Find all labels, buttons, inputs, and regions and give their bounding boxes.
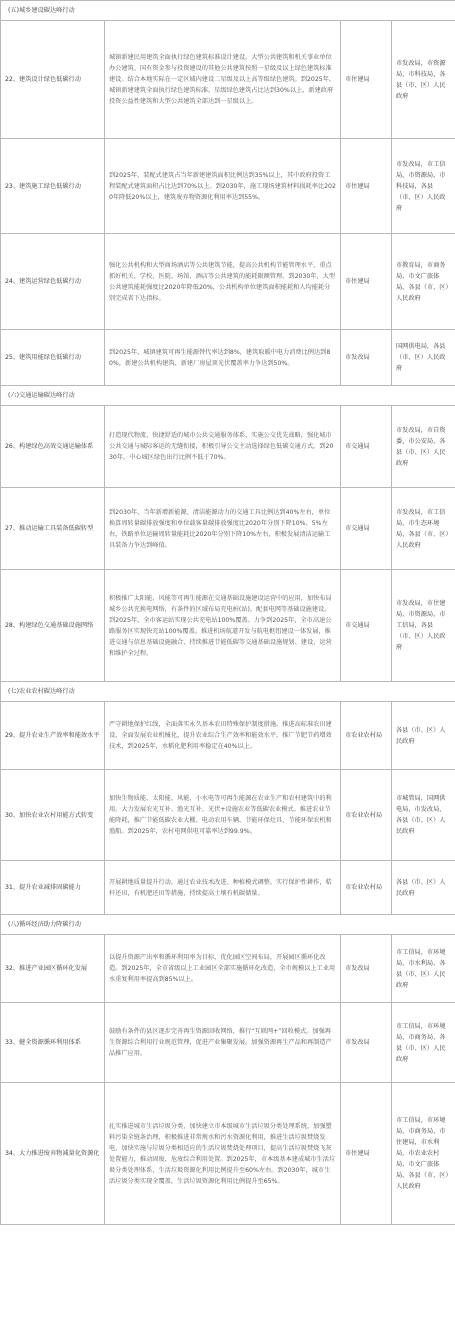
participating-units: 市发改局，市自资委，市公安局，各县（市、区）人民政府 bbox=[392, 406, 455, 488]
table-row bbox=[1, 139, 455, 234]
participating-units: 市发改局，市工信局，市资源局，市科技局，各县（市、区）人民政府 bbox=[392, 139, 455, 234]
task-content: 强化公共机构和大型商场酒店等公共建筑节能，提高公共机构节能管理水平，重点抓好机关、学校、医院、场馆、酒店等公共建筑的能耗限额管理。到2030年，大型公共建筑能耗强度比2020年降低20%，公共机构单位建筑面积能耗和人均能耗分别完成省下达指标。 bbox=[105, 234, 341, 330]
participating-units: 各县（市、区）人民政府 bbox=[392, 702, 455, 770]
table-row bbox=[1, 702, 455, 770]
participating-units: 市发改局，市资源局，市科技局，各县（市、区）人民政府 bbox=[392, 21, 455, 139]
lead-unit: 市交通局 bbox=[341, 406, 392, 488]
task-content: 到2025年，装配式建筑占当年新建建筑面积比例达到35%以上，其中政府投资工程装配式建筑面积占比达到70%以上。到2030年，施工现场建筑材料损耗率比2020年降低20%以上，建筑废弃物资源化利用率达到55%。 bbox=[105, 139, 341, 234]
participating-units: 市工信局，市环境局，市商务局，各县（市、区）人民政府 bbox=[392, 1003, 455, 1083]
task-name: 34、大力推进废弃物减量化资源化 bbox=[1, 1083, 105, 1225]
lead-unit: 市农业农村局 bbox=[341, 702, 392, 770]
section-title: (七)农业农村碳达峰行动 bbox=[1, 682, 455, 702]
task-content: 扎实推进城市生活垃圾分类，加快建立市本级城市生活垃圾分类处理系统，加强塑料污染全链条治理，积极推进非常规水和污水资源化利用，推进生活垃圾焚烧发电，加快实施与垃圾分类相适应的生活垃圾焚烧处理项目，提高生活垃圾焚烧飞灰处置能力，推动固废、危废综合利用处置。到2025年，市本级基本建成城市生活垃圾分类处理体系，生活垃圾资源化利用比例提升至60%左右。到2030年，城市生活垃圾分类实现全覆盖，生活垃圾资源化利用比例提升至65%。 bbox=[105, 1083, 341, 1225]
table-row bbox=[1, 1003, 455, 1083]
task-name: 33、健全资源循环利用体系 bbox=[1, 1003, 105, 1083]
task-name: 25、建筑用能绿色低碳行动 bbox=[1, 330, 105, 386]
task-name: 23、建筑施工绿色低碳行动 bbox=[1, 139, 105, 234]
lead-unit: 市发改局 bbox=[341, 1003, 392, 1083]
section-title: (五)城乡建设碳达峰行动 bbox=[1, 1, 455, 21]
lead-unit: 市住建局 bbox=[341, 139, 392, 234]
table-row bbox=[1, 1083, 455, 1225]
lead-unit: 市住建局 bbox=[341, 234, 392, 330]
task-name: 22、建筑设计绿色低碳行动 bbox=[1, 21, 105, 139]
task-content: 严守耕地保护红线，全面落实永久基本农田特殊保护制度措施。推进高标准农田建设，全面发展农业机械化，提升农业综合生产效率和能效水平，推广节肥节药增效技术，到2025年，水稻化肥利用率稳定在40%以上。 bbox=[105, 702, 341, 770]
section-header bbox=[1, 1, 455, 21]
table-row bbox=[1, 935, 455, 1003]
task-name: 26、构建绿色高效交通运输体系 bbox=[1, 406, 105, 488]
task-content: 积极推广太阳能、风能等可再生能源在交通基础设施建设运营中的应用，加快布局城乡公共充换电网络，有条件的区域布局充电桩(站)，配套电网等基础设施建设。到2025年，全市客运站实现公共充电站100%覆盖。力争到2025年，全市高速公路服务区实现快充站100%覆盖。推进机场航道开发与航电枢纽建设一体发展，推进交通与信息基础设施融合，持续推进节能低碳等交通基础设施规划、建设、运营和维护全过程。 bbox=[105, 570, 341, 682]
lead-unit: 市农业农村局 bbox=[341, 861, 392, 915]
task-name: 30、加快农业农村用能方式转变 bbox=[1, 770, 105, 861]
task-name: 29、提升农业生产效率和能效水平 bbox=[1, 702, 105, 770]
table-row bbox=[1, 234, 455, 330]
task-content: 城镇新建民用建筑全面执行绿色建筑标准设计建设。大型公共建筑和机关事业单位办公建筑、国有资金参与投资建设的其他公共建筑按照一星级及以上绿色建筑标准建设。结合本地实际在一定区域内建设二星级及以上高等级绿色建筑。到2025年，城镇新建建筑全面执行绿色建筑标准，星级绿色建筑占比达到30%以上，新建政府投资公益性建筑和大型公共建筑全部达到一星级以上。 bbox=[105, 21, 341, 139]
task-name: 24、建筑运营绿色低碳行动 bbox=[1, 234, 105, 330]
table-row bbox=[1, 330, 455, 386]
participating-units: 市城管局，国网供电局，市发改局，各县（市、区）人民政府 bbox=[392, 770, 455, 861]
lead-unit: 市交通局 bbox=[341, 570, 392, 682]
section-title: (八)循环经济助力降碳行动 bbox=[1, 915, 455, 935]
task-content: 到2030年，当年新增新能源、清洁能源动力的交通工具比例达到40%左右，单位换算周转量碳排放强度和单位载客量碳排放强度比2020年分别下降10%、5%左右，铁路单位运输周转量能耗比2020年分别下降10%左右，积极发展清洁运输工具装备力争达到峰值。 bbox=[105, 488, 341, 570]
section-header bbox=[1, 682, 455, 702]
table-row bbox=[1, 406, 455, 488]
task-name: 31、提升农业减排固碳能力 bbox=[1, 861, 105, 915]
table-row bbox=[1, 770, 455, 861]
participating-units: 市工信局，市环境局，市商务局，市住建局，市水利局，市农业农村局，市文广旅体局，各县（市、区）人民政府 bbox=[392, 1083, 455, 1225]
task-content: 开展耕地质量提升行动，通过农业技术改进、种植模式调整，实行保护性耕作，秸秆还田，有机肥还田等措施，持续提高土壤有机碳储量。 bbox=[105, 861, 341, 915]
table-row bbox=[1, 488, 455, 570]
table-row bbox=[1, 570, 455, 682]
lead-unit: 市住建局 bbox=[341, 21, 392, 139]
participating-units: 国网供电局，各县（市、区）人民政府 bbox=[392, 330, 455, 386]
section-header bbox=[1, 915, 455, 935]
lead-unit: 市发改局 bbox=[341, 330, 392, 386]
section-header bbox=[1, 386, 455, 406]
participating-units: 市发改局，市工信局，市生态环境局，各县（市、区）人民政府 bbox=[392, 488, 455, 570]
table-row bbox=[1, 21, 455, 139]
task-content: 打造现代物流、快捷舒适的城市公共交通服务体系，实施公交优先战略，强化城市公共交通与城际客运的无缝衔接，积极引导公交主动选择绿色低碳交通方式。到2030年，中心城区绿色出行比例不低于70%。 bbox=[105, 406, 341, 488]
lead-unit: 市发改局 bbox=[341, 935, 392, 1003]
participating-units: 市发改局，市住建局，市资源局，市工信局，各县（市、区）人民政府 bbox=[392, 570, 455, 682]
lead-unit: 市农业农村局 bbox=[341, 770, 392, 861]
table-row bbox=[1, 861, 455, 915]
task-content: 到2025年，城镇建筑可再生能源替代率达到8%，建筑取暖中电力消费比例达到80%，新建公共机构建筑、新建厂房屋顶光伏覆盖率力争达到50%。 bbox=[105, 330, 341, 386]
task-name: 32、推进产业园区循环化发展 bbox=[1, 935, 105, 1003]
task-name: 28、构建绿色交通基础设施网络 bbox=[1, 570, 105, 682]
task-content: 鼓励有条件的县区逐步完善再生资源回收网络，推行“互联网+”回收模式。加强再生资源综合利用行业规范管理，促进产业集聚发展。加强资源再生产品和再制造产品推广应用。 bbox=[105, 1003, 341, 1083]
participating-units: 市工信局，市环境局，市水利局，各县（市、区）人民政府 bbox=[392, 935, 455, 1003]
task-content: 以提升资源产出率和循环利用率为目标，优化园区空间布局，开展园区循环化改造。到2025年，全市省级以上工业园区全部实施循环化改造，全市规模以上工业用水重复利用率提高到85%以上。 bbox=[105, 935, 341, 1003]
lead-unit: 市交通局 bbox=[341, 488, 392, 570]
task-name: 27、推动运输工具装备低碳转型 bbox=[1, 488, 105, 570]
participating-units: 市教育局，市商务局，市文广旅体局，各县（市、区）人民政府 bbox=[392, 234, 455, 330]
section-title: (六)交通运输碳达峰行动 bbox=[1, 386, 455, 406]
lead-unit: 市住建局 bbox=[341, 1083, 392, 1225]
participating-units: 各县（市、区）人民政府 bbox=[392, 861, 455, 915]
task-content: 加快生物质能、太阳能、风能、小水电等可再生能源在农业生产和农村建筑中的利用。大力发展农光互补、渔光互补、光伏+设施农业等低碳农业模式。推进农业节能降耗，推广节能低碳农业大棚、电动农用车辆、节能环保灶具、节能环保农机和渔船。到2025年，农村电网供电可靠率达到99.9%。 bbox=[105, 770, 341, 861]
